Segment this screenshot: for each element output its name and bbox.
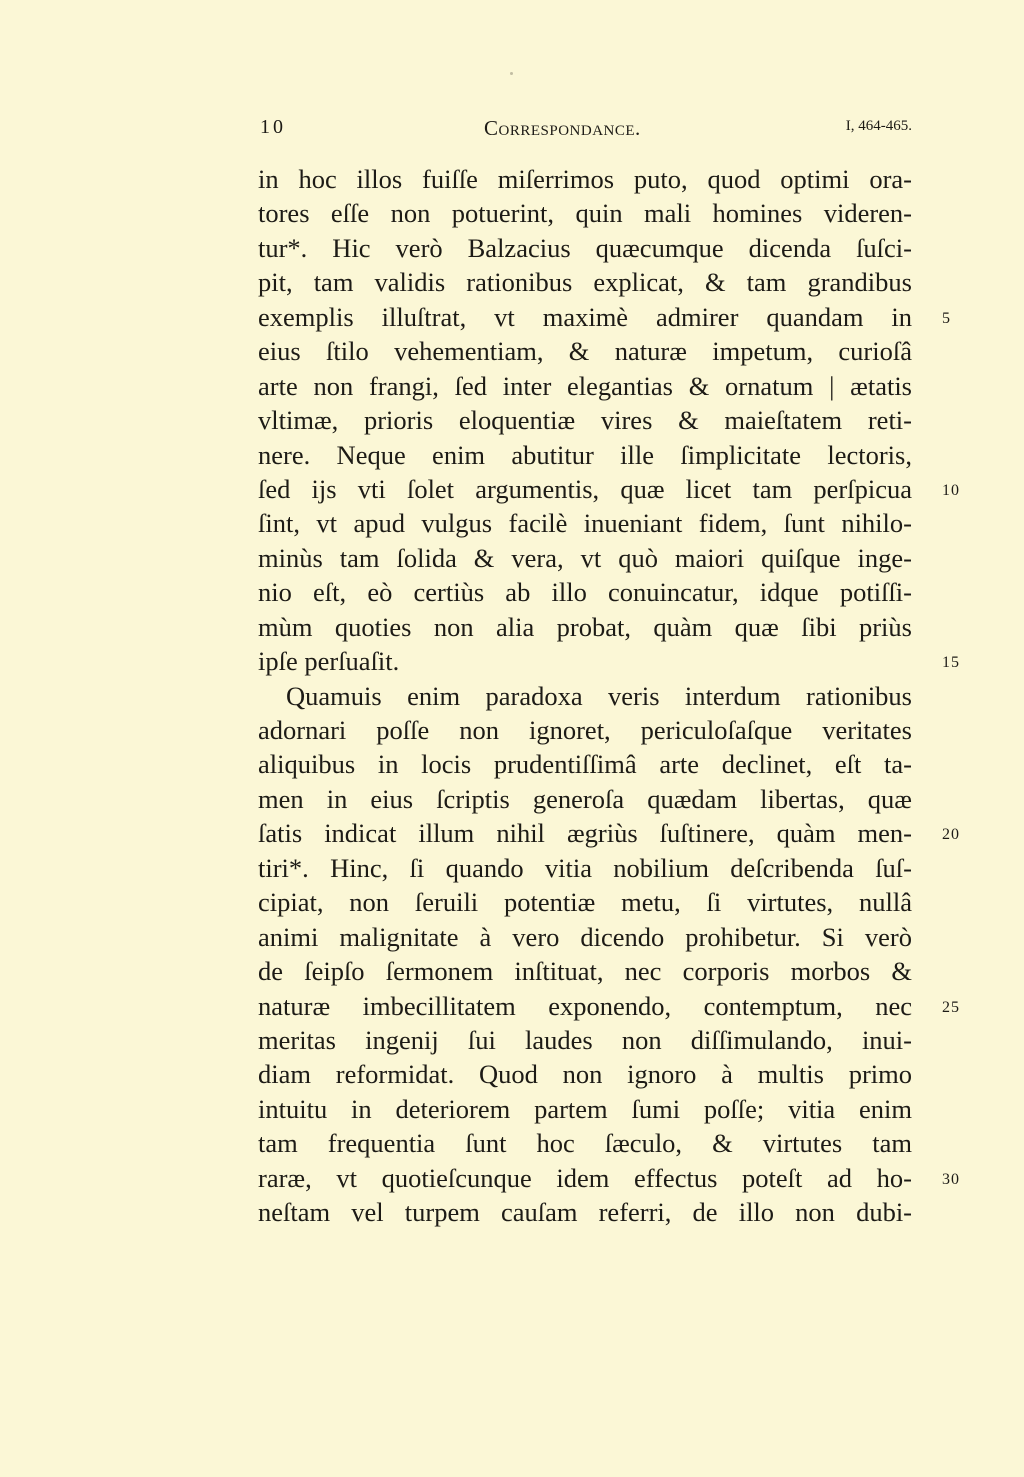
line-text: ipſe perſuaſit. (258, 646, 400, 677)
text-line (258, 1126, 912, 1160)
line-text: tores eſſe non potuerint, quin mali homines videren- (258, 198, 912, 229)
text-line (258, 575, 912, 609)
line-text: raræ, vt quotieſcunque idem effectus poteſt ad ho- (258, 1162, 912, 1193)
line-text: cipiat, non ſeruili potentiæ metu, ſi virtutes, nullâ (258, 887, 912, 918)
line-number: 30 (942, 1170, 960, 1188)
paper-speck (510, 72, 513, 75)
text-line (258, 782, 912, 816)
line-text: ſint, vt apud vulgus facilè inueniant fidem, ſunt nihilo- (258, 508, 912, 539)
text-line (258, 1092, 912, 1126)
text-line (258, 231, 912, 265)
line-text: ſed ijs vti ſolet argumentis, quæ licet tam perſpicua (258, 473, 912, 504)
line-number: 10 (942, 481, 960, 499)
text-line (258, 816, 960, 850)
text-line (258, 196, 912, 230)
text-line (258, 644, 960, 678)
line-text: vltimæ, prioris eloquentiæ vires & maieſtatem reti- (258, 405, 912, 436)
text-line (258, 438, 912, 472)
line-text: de ſeipſo ſermonem inſtituat, nec corporis morbos & (258, 956, 912, 987)
volume-page-reference: I, 464-465. (845, 118, 912, 134)
text-line (258, 300, 951, 334)
line-text: meritas ingenij ſui laudes non diſſimulando, inui- (258, 1024, 912, 1055)
line-text: aliquibus in locis prudentiſſimâ arte declinet, eſt ta- (258, 749, 912, 780)
line-number: 20 (942, 826, 960, 844)
line-number: 5 (942, 309, 951, 327)
text-line (258, 541, 912, 575)
text-line (258, 885, 912, 919)
line-text: neſtam vel turpem cauſam referri, de illo non dubi- (258, 1197, 912, 1228)
line-text: nere. Neque enim abutitur ille ſimplicitate lectoris, (258, 439, 912, 470)
text-line (258, 851, 912, 885)
text-line (258, 162, 912, 196)
body-text (258, 162, 960, 1230)
line-text: pit, tam validis rationibus explicat, & tam grandibus (258, 267, 912, 298)
text-line (258, 610, 912, 644)
line-text: adornari poſſe non ignoret, periculoſaſque veritates (258, 715, 912, 745)
line-text: mùm quoties non alia probat, quàm quæ ſibi priùs (258, 611, 912, 642)
line-text: tam frequentia ſunt hoc ſæculo, & virtutes tam (258, 1128, 912, 1159)
line-text: arte non frangi, ſed inter elegantias & ornatum | ætatis (258, 370, 912, 401)
line-text: naturæ imbecillitatem exponendo, contemptum, nec (258, 990, 912, 1021)
text-line (258, 403, 912, 437)
text-line (258, 1161, 960, 1195)
text-line (258, 679, 912, 713)
line-text: animi malignitate à vero dicendo prohibetur. Si verò (258, 921, 912, 952)
text-line (258, 1057, 912, 1091)
text-line (258, 472, 960, 506)
line-number: 15 (942, 654, 960, 672)
line-text: intuitu in deteriorem partem ſumi poſſe; vitia enim (258, 1093, 912, 1124)
line-number: 25 (942, 998, 960, 1016)
line-text: tiri*. Hinc, ſi quando vitia nobilium deſcribenda ſuſ- (258, 852, 912, 883)
text-line (258, 747, 912, 781)
line-text: men in eius ſcriptis generoſa quædam libertas, quæ (258, 783, 912, 814)
text-line (258, 506, 912, 540)
line-text: in hoc illos fuiſſe miſerrimos puto, quod optimi ora- (258, 164, 912, 194)
text-line (258, 265, 912, 299)
text-line (258, 713, 912, 747)
text-line (258, 334, 912, 368)
page-header (258, 116, 912, 148)
line-text: minùs tam ſolida & vera, vt quò maiori quiſque inge- (258, 542, 912, 573)
running-title: Correspondance. (484, 116, 641, 140)
line-text: Quamuis enim paradoxa veris interdum rationibus (286, 680, 912, 711)
text-line (258, 369, 912, 403)
line-text: nio eſt, eò certiùs ab illo conuincatur, idque potiſſi- (258, 577, 912, 608)
text-line (258, 1023, 912, 1057)
line-text: diam reformidat. Quod non ignoro à multis primo (258, 1059, 912, 1090)
line-text: tur*. Hic verò Balzacius quæcumque dicenda ſuſci- (258, 232, 912, 263)
text-line (258, 954, 912, 988)
text-line (258, 920, 912, 954)
page-number: 10 (260, 116, 286, 138)
text-line (258, 989, 960, 1023)
line-text: exemplis illuſtrat, vt maximè admirer quandam in (258, 301, 912, 332)
line-text: ſatis indicat illum nihil ægriùs ſuſtinere, quàm men- (258, 818, 912, 849)
line-text: eius ſtilo vehementiam, & naturæ impetum, curioſâ (258, 336, 912, 367)
text-line (258, 1195, 912, 1229)
